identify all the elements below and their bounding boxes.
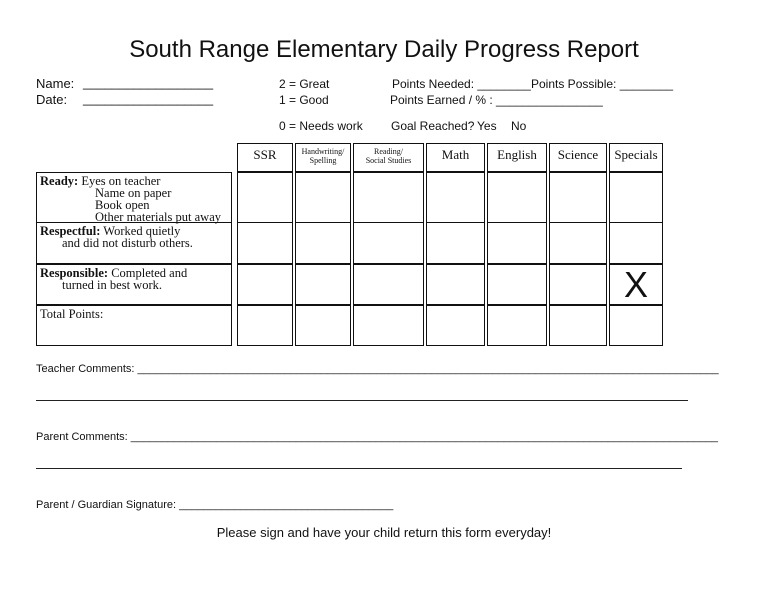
score-cell[interactable] — [353, 305, 424, 346]
scale-good: 1 = Good — [279, 93, 329, 107]
goal-reached-label: Goal Reached? — [391, 119, 475, 133]
score-cell[interactable] — [237, 305, 293, 346]
column-header-2: Reading/ Social Studies — [353, 143, 424, 172]
footer-note: Please sign and have your child return this form everyday! — [216, 525, 552, 540]
row-label-0: Ready: Eyes on teacher Name on paper Book open Other materials put away — [36, 172, 232, 223]
parent-comments[interactable]: Parent Comments: ________________________________________________________________________________________________ — [36, 431, 719, 443]
score-cell[interactable] — [549, 305, 607, 346]
score-cell[interactable] — [295, 305, 351, 346]
goal-no[interactable]: No — [511, 119, 527, 133]
row-label-3: Total Points: — [36, 305, 232, 346]
goal-yes[interactable]: Yes — [477, 119, 497, 133]
score-cell[interactable] — [487, 222, 547, 264]
score-cell[interactable] — [487, 172, 547, 223]
column-header-0: SSR — [237, 143, 293, 172]
scale-great: 2 = Great — [279, 77, 330, 91]
teacher-comments[interactable]: Teacher Comments: _______________________________________________________________________________________________ — [36, 363, 719, 375]
score-cell[interactable] — [426, 172, 485, 223]
score-cell[interactable] — [609, 222, 663, 264]
name-field[interactable]: __________________ — [83, 75, 214, 90]
guardian-signature[interactable]: Parent / Guardian Signature: ___________________________________ — [36, 499, 394, 511]
score-cell[interactable] — [609, 305, 663, 346]
score-cell[interactable] — [237, 222, 293, 264]
column-header-1: Handwriting/ Spelling — [295, 143, 351, 172]
score-cell[interactable] — [609, 172, 663, 223]
parent-comments-line-2[interactable] — [36, 468, 682, 469]
date-field[interactable]: __________________ — [83, 91, 214, 106]
score-cell[interactable] — [426, 264, 485, 305]
page-title: South Range Elementary Daily Progress Report — [129, 36, 639, 63]
score-cell[interactable] — [353, 222, 424, 264]
points-needed[interactable]: Points Needed: ________ — [392, 77, 531, 91]
teacher-comments-line-2[interactable] — [36, 400, 688, 401]
name-label: Name: — [36, 76, 75, 91]
row-label-1: Respectful: Worked quietly and did not disturb others. — [36, 222, 232, 264]
score-cell[interactable] — [295, 172, 351, 223]
column-header-5: Science — [549, 143, 607, 172]
score-cell[interactable] — [426, 305, 485, 346]
score-cell[interactable]: X — [609, 264, 663, 305]
score-cell[interactable] — [549, 222, 607, 264]
date-label: Date: — [36, 92, 68, 107]
column-header-3: Math — [426, 143, 485, 172]
score-cell[interactable] — [295, 222, 351, 264]
column-header-6: Specials — [609, 143, 663, 172]
score-cell[interactable] — [426, 222, 485, 264]
score-cell[interactable] — [487, 305, 547, 346]
column-header-4: English — [487, 143, 547, 172]
points-earned[interactable]: Points Earned / % : ________________ — [390, 93, 603, 107]
score-cell[interactable] — [353, 264, 424, 305]
score-cell[interactable] — [295, 264, 351, 305]
score-cell[interactable] — [549, 172, 607, 223]
score-cell[interactable] — [237, 264, 293, 305]
score-cell[interactable] — [353, 172, 424, 223]
points-possible[interactable]: Points Possible: ________ — [531, 77, 674, 91]
score-cell[interactable] — [487, 264, 547, 305]
row-label-2: Responsible: Completed and turned in best work. — [36, 264, 232, 305]
score-cell[interactable] — [549, 264, 607, 305]
score-cell[interactable] — [237, 172, 293, 223]
scale-needs-work: 0 = Needs work — [279, 119, 363, 133]
